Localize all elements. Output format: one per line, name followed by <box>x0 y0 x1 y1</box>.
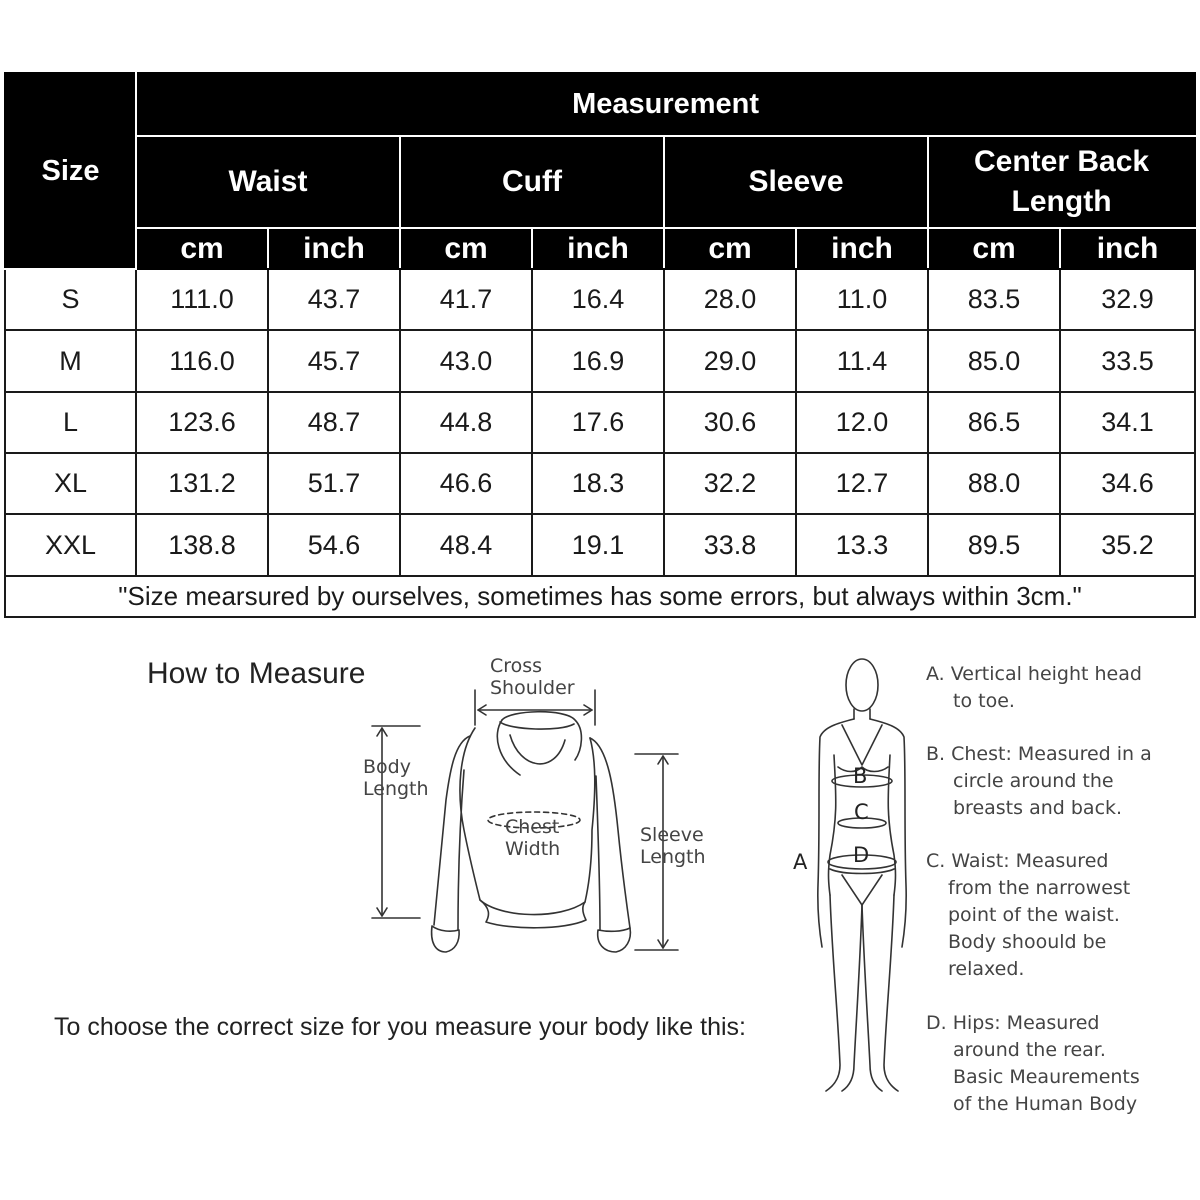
legend-b <box>926 741 1152 822</box>
value-cell: 33.5 <box>1060 330 1195 391</box>
value-cell: 131.2 <box>136 453 268 514</box>
value-cell: 41.7 <box>400 269 532 330</box>
value-cell: 12.0 <box>796 392 928 453</box>
sleeve-cm-header: cm <box>664 228 796 269</box>
value-cell: 33.8 <box>664 514 796 575</box>
waist-cm-header: cm <box>136 228 268 269</box>
size-chart-table <box>4 72 1196 618</box>
value-cell: 54.6 <box>268 514 400 575</box>
legend-line: B. Chest: Measured in a <box>926 743 1152 765</box>
value-cell: 32.9 <box>1060 269 1195 330</box>
center-back-length-header <box>928 136 1195 228</box>
chest-width-label <box>505 816 560 860</box>
value-cell: 12.7 <box>796 453 928 514</box>
value-cell: 85.0 <box>928 330 1060 391</box>
cbl-inch-header: inch <box>1060 228 1195 269</box>
value-cell: 111.0 <box>136 269 268 330</box>
size-cell: S <box>5 269 136 330</box>
size-cell: XL <box>5 453 136 514</box>
legend-a <box>926 661 1142 715</box>
sleeve-length-label <box>640 824 706 868</box>
table-row <box>5 514 1195 575</box>
value-cell: 16.9 <box>532 330 664 391</box>
value-cell: 34.1 <box>1060 392 1195 453</box>
value-cell: 29.0 <box>664 330 796 391</box>
value-cell: 19.1 <box>532 514 664 575</box>
size-cell: M <box>5 330 136 391</box>
label-line: Cross <box>490 655 543 677</box>
letter-d: D <box>853 843 870 867</box>
note-row <box>5 576 1195 617</box>
table-row <box>5 330 1195 391</box>
sleeve-inch-header: inch <box>796 228 928 269</box>
label-line: Length <box>363 778 429 800</box>
legend-line: Basic Meaurements <box>953 1066 1140 1088</box>
value-cell: 43.7 <box>268 269 400 330</box>
legend-d <box>926 1010 1140 1118</box>
size-column-header: Size <box>5 73 136 269</box>
letter-c: C <box>854 800 869 824</box>
value-cell: 116.0 <box>136 330 268 391</box>
value-cell: 30.6 <box>664 392 796 453</box>
value-cell: 123.6 <box>136 392 268 453</box>
legend-line: Body shoould be <box>948 931 1107 953</box>
cuff-inch-header: inch <box>532 228 664 269</box>
value-cell: 13.3 <box>796 514 928 575</box>
legend-line: of the Human Body <box>953 1093 1138 1115</box>
label-line: Shoulder <box>490 677 575 699</box>
center-back-line: Center Back <box>974 145 1150 178</box>
waist-inch-header: inch <box>268 228 400 269</box>
legend-line: point of the waist. <box>948 904 1120 926</box>
value-cell: 16.4 <box>532 269 664 330</box>
legend-c <box>926 848 1130 983</box>
value-cell: 51.7 <box>268 453 400 514</box>
value-cell: 86.5 <box>928 392 1060 453</box>
value-cell: 48.4 <box>400 514 532 575</box>
letter-a: A <box>793 850 808 874</box>
value-cell: 18.3 <box>532 453 664 514</box>
body-length-label <box>363 756 429 800</box>
legend-line: relaxed. <box>948 958 1025 980</box>
label-line: Length <box>640 846 706 868</box>
legend-line: to toe. <box>953 690 1015 712</box>
size-cell: L <box>5 392 136 453</box>
label-line: Body <box>363 756 411 778</box>
value-cell: 83.5 <box>928 269 1060 330</box>
measurement-note: "Size mearsured by ourselves, sometimes has some errors, but always within 3cm." <box>5 576 1195 617</box>
legend-line: D. Hips: Measured <box>926 1012 1100 1034</box>
value-cell: 138.8 <box>136 514 268 575</box>
cuff-header: Cuff <box>400 136 664 228</box>
value-cell: 11.4 <box>796 330 928 391</box>
value-cell: 44.8 <box>400 392 532 453</box>
legend-line: breasts and back. <box>953 797 1123 819</box>
legend-line: around the rear. <box>953 1039 1106 1061</box>
label-line: Sleeve <box>640 824 704 846</box>
body-figure-diagram <box>808 655 918 1095</box>
label-line: Chest <box>505 816 560 838</box>
sleeve-header: Sleeve <box>664 136 928 228</box>
legend-line: from the narrowest <box>948 877 1131 899</box>
table-row <box>5 453 1195 514</box>
legend-line: A. Vertical height head <box>926 663 1142 685</box>
length-line: Length <box>1011 185 1112 218</box>
table-row <box>5 269 1195 330</box>
legend-line: circle around the <box>953 770 1114 792</box>
cross-shoulder-label <box>490 655 575 699</box>
how-to-measure-title: How to Measure <box>147 657 366 690</box>
value-cell: 17.6 <box>532 392 664 453</box>
value-cell: 43.0 <box>400 330 532 391</box>
table-row <box>5 392 1195 453</box>
label-line: Width <box>505 838 561 860</box>
cbl-cm-header: cm <box>928 228 1060 269</box>
value-cell: 89.5 <box>928 514 1060 575</box>
letter-b: B <box>853 764 868 788</box>
choose-size-instruction: To choose the correct size for you measure your body like this: <box>54 1013 746 1041</box>
value-cell: 88.0 <box>928 453 1060 514</box>
value-cell: 11.0 <box>796 269 928 330</box>
measurement-header: Measurement <box>136 73 1195 136</box>
value-cell: 46.6 <box>400 453 532 514</box>
value-cell: 34.6 <box>1060 453 1195 514</box>
value-cell: 35.2 <box>1060 514 1195 575</box>
cuff-cm-header: cm <box>400 228 532 269</box>
legend-line: C. Waist: Measured <box>926 850 1109 872</box>
value-cell: 28.0 <box>664 269 796 330</box>
value-cell: 48.7 <box>268 392 400 453</box>
value-cell: 45.7 <box>268 330 400 391</box>
size-cell: XXL <box>5 514 136 575</box>
waist-header: Waist <box>136 136 400 228</box>
value-cell: 32.2 <box>664 453 796 514</box>
